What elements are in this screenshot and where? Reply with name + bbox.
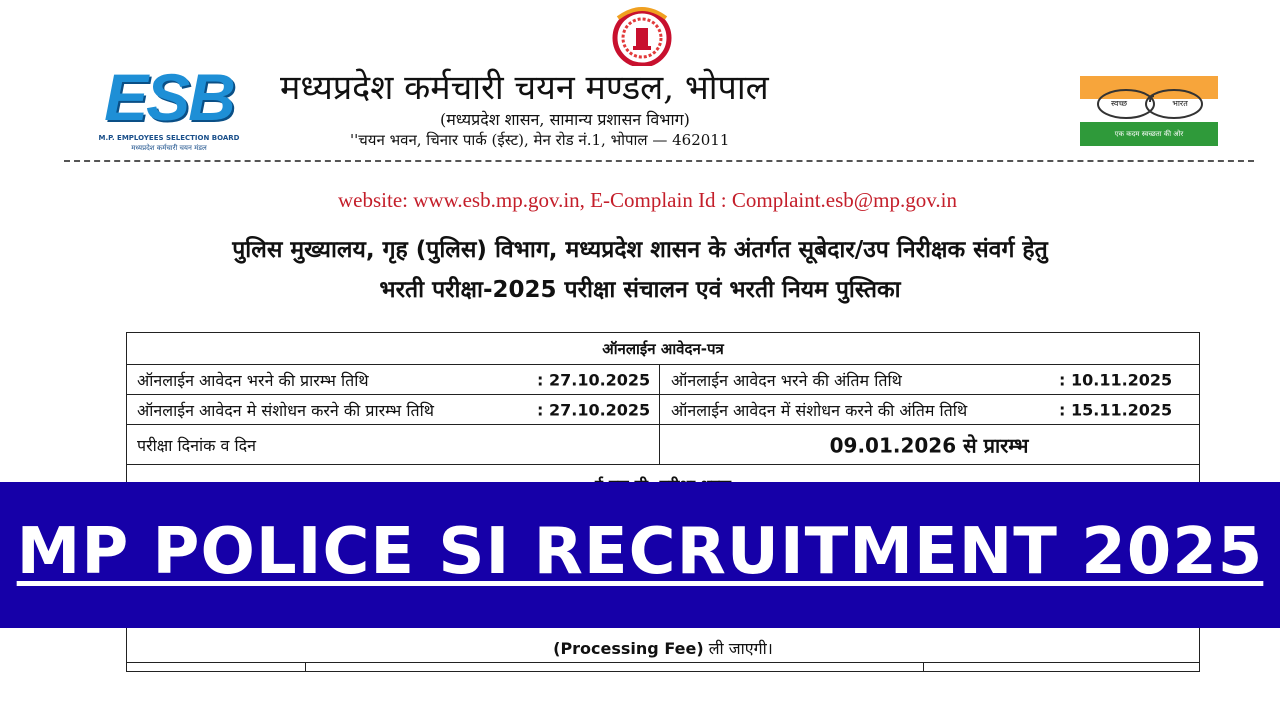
table-row xyxy=(127,365,1199,395)
esb-logo xyxy=(86,60,252,156)
edit-end-date-label: ऑनलाईन आवेदन में संशोधन करने की अंतिम तिथि xyxy=(671,400,968,420)
esb-logo-letters: ESB xyxy=(104,60,234,134)
table-row xyxy=(127,395,1199,425)
website-complaint-line: website: www.esb.mp.gov.in, E-Complain Id : Complaint.esb@mp.gov.in xyxy=(338,188,957,212)
esb-logo-hindi-name: मध्यप्रदेश कर्मचारी चयन मंडल xyxy=(131,144,207,152)
table-row xyxy=(127,425,1199,465)
exam-date-label: परीक्षा दिनांक व दिन xyxy=(137,435,257,455)
end-date-value: : 10.11.2025 xyxy=(1059,370,1173,389)
start-date-label: ऑनलाईन आवेदन भरने की प्रारम्भ तिथि xyxy=(137,370,369,390)
mp-state-emblem-icon xyxy=(596,4,688,66)
notice-heading-line-1: पुलिस मुख्यालय, गृह (पुलिस) विभाग, मध्यप्रदेश शासन के अंतर्गत सूबेदार/उप निरीक्षक संवर्ग हेतु xyxy=(232,237,1048,263)
swachh-word: स्वच्छ xyxy=(1110,99,1128,108)
organization-address: ''चयन भवन, चिनार पार्क (ईस्ट), मेन रोड नं.1, भोपाल — 462011 xyxy=(350,131,730,149)
start-date-value: : 27.10.2025 xyxy=(537,370,651,389)
exam-date-value: 09.01.2026 से प्रारम्भ xyxy=(829,433,1029,457)
esb-logo-english-name: M.P. EMPLOYEES SELECTION BOARD xyxy=(98,134,240,142)
processing-fee-text xyxy=(127,637,1199,659)
edit-end-date-value: : 15.11.2025 xyxy=(1059,400,1173,419)
swachh-caption: एक कदम स्वच्छता की ओर xyxy=(1114,130,1184,138)
edit-start-date-label: ऑनलाईन आवेदन मे संशोधन करने की प्रारम्भ तिथि xyxy=(137,400,434,420)
table-section-title-row xyxy=(127,333,1199,365)
header-divider xyxy=(64,160,1254,162)
organization-subtitle: (मध्यप्रदेश शासन, सामान्य प्रशासन विभाग) xyxy=(440,110,690,129)
end-date-label: ऑनलाईन आवेदन भरने की अंतिम तिथि xyxy=(671,370,902,390)
banner-title: MP POLICE SI RECRUITMENT 2025 xyxy=(16,515,1264,589)
bharat-word: भारत xyxy=(1172,99,1188,108)
title-banner xyxy=(0,482,1280,628)
table-section-title: ऑनलाईन आवेदन-पत्र xyxy=(602,339,724,358)
processing-fee-rest: ली जाएगी। xyxy=(703,638,773,658)
swachh-bharat-logo xyxy=(1080,76,1218,146)
notice-heading-line-2: भरती परीक्षा-2025 परीक्षा संचालन एवं भरती नियम पुस्तिका xyxy=(379,277,901,303)
table-row xyxy=(127,633,1199,663)
edit-start-date-value: : 27.10.2025 xyxy=(537,400,651,419)
organization-title: मध्यप्रदेश कर्मचारी चयन मण्डल, भोपाल xyxy=(280,68,769,108)
processing-fee-term: (Processing Fee) xyxy=(553,638,704,658)
